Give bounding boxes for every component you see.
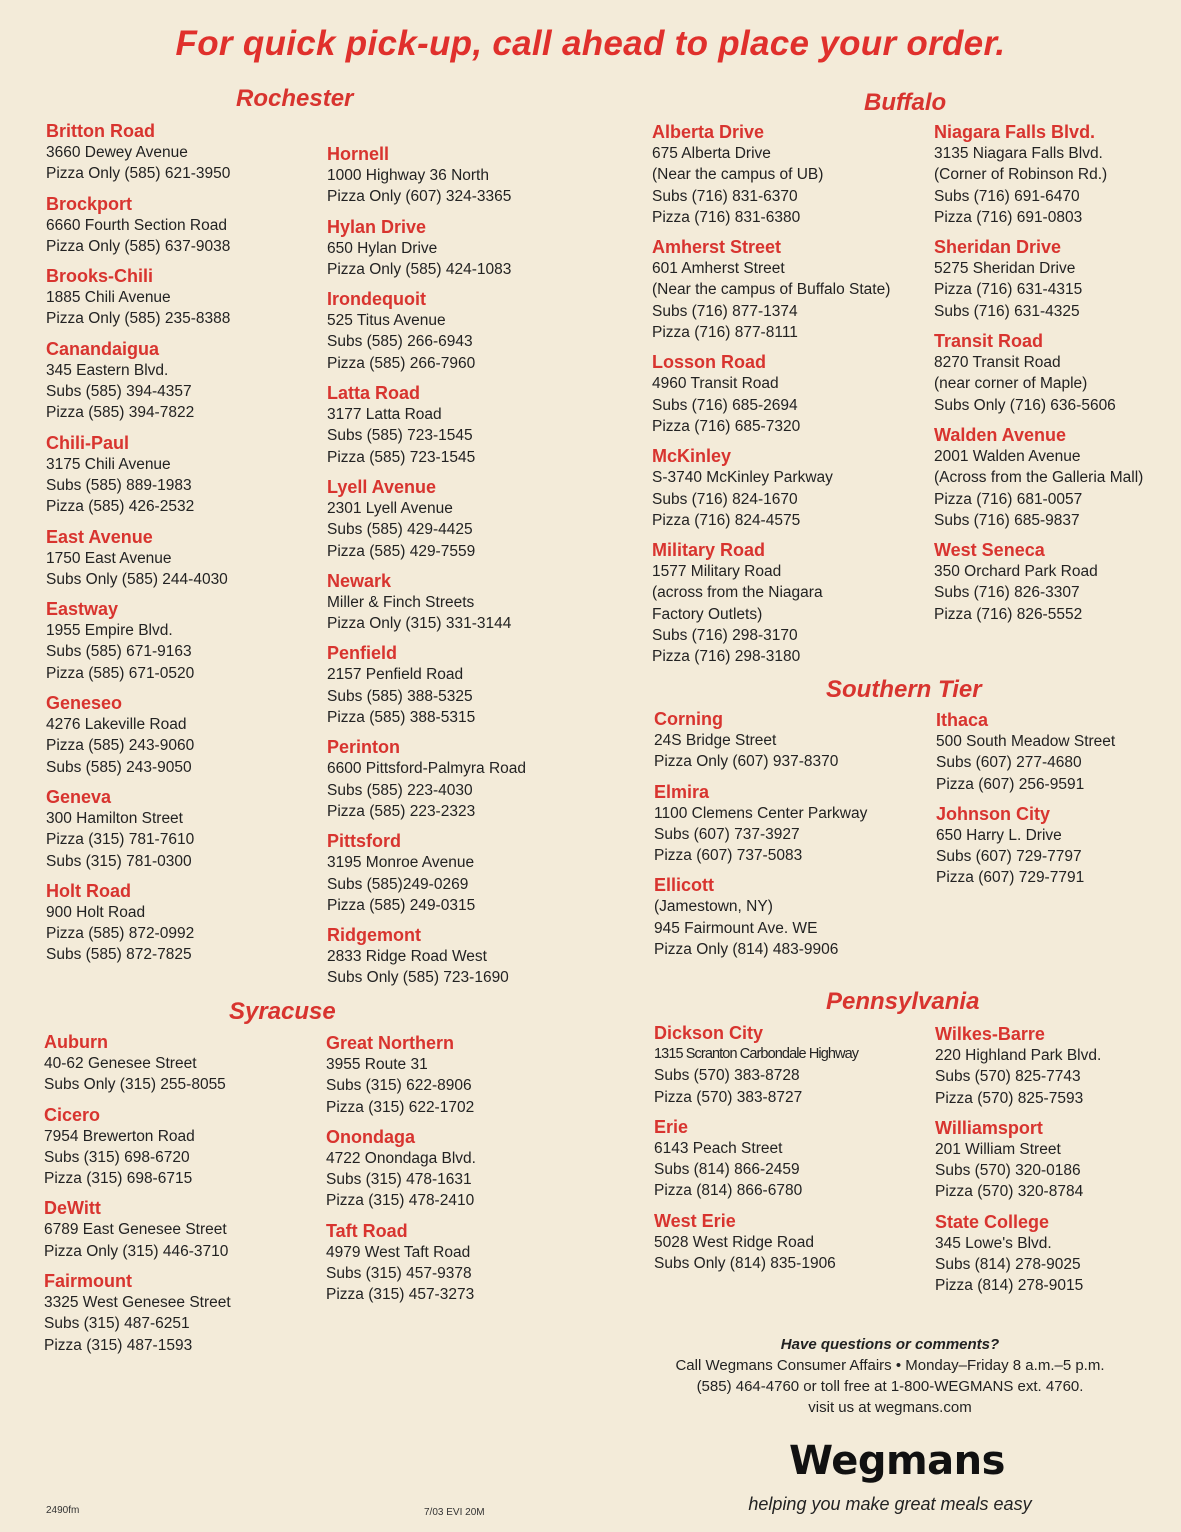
store-location	[46, 526, 230, 591]
store-detail-line: 2833 Ridge Road West	[327, 948, 487, 966]
store-detail-line: Factory Outlets)	[652, 605, 763, 623]
store-detail-line: Subs (585) 388-5325	[327, 687, 473, 705]
store-detail-line: 300 Hamilton Street	[46, 809, 183, 827]
store-detail-line: Subs (716) 685-2694	[652, 396, 798, 414]
store-name: State College	[935, 1211, 1050, 1232]
store-detail-line: (Near the campus of UB)	[652, 166, 824, 184]
store-detail-line: 350 Orchard Park Road	[934, 563, 1098, 581]
store-detail-line: 601 Amherst Street	[652, 260, 785, 278]
store-location	[327, 476, 526, 562]
pennsylvania-column-2	[935, 1023, 1101, 1305]
store-detail-line: (Jamestown, NY)	[654, 898, 773, 916]
store-location	[934, 121, 1143, 228]
store-name: Williamsport	[935, 1117, 1043, 1138]
store-detail-line: 675 Alberta Drive	[652, 145, 771, 162]
store-location	[936, 709, 1115, 795]
region-pennsylvania: Pennsylvania	[826, 988, 980, 1015]
store-detail-line: 345 Eastern Blvd.	[46, 361, 169, 379]
store-detail-line: Subs Only (814) 835-1906	[654, 1255, 836, 1273]
store-location	[327, 642, 526, 728]
store-detail-line: Pizza (607) 256-9591	[936, 775, 1085, 793]
store-detail-line: Subs (716) 691-6470	[934, 187, 1080, 205]
store-detail-line: Pizza (585) 429-7559	[327, 542, 476, 560]
store-detail-line: Pizza (585) 723-1545	[327, 448, 476, 466]
tagline: helping you make great meals easy	[748, 1494, 1032, 1514]
store-detail-line: 8270 Transit Road	[934, 354, 1061, 372]
store-name: East Avenue	[46, 526, 153, 547]
store-detail-line: Pizza (716) 826-5552	[934, 605, 1083, 623]
store-location	[327, 288, 526, 374]
region-syracuse: Syracuse	[229, 998, 336, 1025]
store-location	[654, 874, 867, 960]
store-detail-line: Pizza Only (315) 446-3710	[44, 1242, 229, 1260]
store-name: Transit Road	[934, 331, 1044, 352]
store-detail-line: 4960 Transit Road	[652, 375, 779, 393]
store-detail-line: Subs (585) 243-9050	[46, 758, 192, 776]
store-detail-line: Pizza (716) 681-0057	[934, 490, 1083, 508]
store-detail-line: Pizza Only (585) 621-3950	[46, 165, 231, 183]
store-detail-line: Subs (585) 223-4030	[327, 781, 473, 799]
store-detail-line: Pizza (315) 457-3273	[326, 1286, 475, 1304]
store-detail-line: 1577 Military Road	[652, 563, 782, 581]
rochester-column-2	[327, 143, 526, 997]
store-detail-line: Pizza (585) 872-0992	[46, 925, 195, 943]
footer-website: visit us at wegmans.com	[808, 1399, 972, 1416]
store-detail-line: Pizza Only (607) 324-3365	[327, 188, 512, 206]
store-location	[326, 1220, 476, 1306]
store-detail-line: Pizza (814) 278-9015	[935, 1277, 1084, 1295]
store-location	[654, 1210, 858, 1275]
syracuse-column-1	[44, 1031, 231, 1364]
store-name: Military Road	[652, 540, 766, 561]
store-name: Erie	[654, 1116, 689, 1137]
store-name: Latta Road	[327, 383, 421, 404]
store-detail-line: 1885 Chili Avenue	[46, 289, 171, 307]
store-name: Losson Road	[652, 352, 767, 373]
store-detail-line: Subs (585)249-0269	[327, 875, 469, 893]
store-name: Ellicott	[654, 875, 715, 896]
store-name: Perinton	[327, 737, 401, 758]
store-detail-line: 525 Titus Avenue	[327, 312, 446, 330]
store-detail-line: 40-62 Genesee Street	[44, 1055, 197, 1072]
store-name: West Seneca	[934, 540, 1045, 561]
store-location	[326, 1032, 476, 1118]
store-location	[46, 432, 230, 518]
store-detail-line: 1750 East Avenue	[46, 549, 172, 567]
store-name: Lyell Avenue	[327, 476, 437, 497]
store-detail-line: Pizza Only (585) 637-9038	[46, 237, 231, 255]
store-location	[652, 351, 890, 437]
syracuse-column-2	[326, 1032, 476, 1314]
store-detail-line: Pizza (315) 698-6715	[44, 1170, 193, 1188]
print-date-code: 7/03 EVI 20M	[424, 1507, 485, 1518]
store-detail-line: (Corner of Robinson Rd.)	[934, 166, 1108, 184]
region-buffalo: Buffalo	[864, 89, 947, 116]
southern-tier-column-1	[654, 708, 867, 968]
store-location	[46, 120, 230, 185]
store-location	[46, 880, 230, 966]
footer-line-1: Call Wegmans Consumer Affairs • Monday–Friday 8 a.m.–5 p.m.	[675, 1357, 1105, 1374]
wegmans-logo: Wegmans	[789, 1438, 1005, 1484]
store-name: Niagara Falls Blvd.	[934, 122, 1096, 142]
store-location	[44, 1197, 231, 1262]
store-detail-line: Pizza (315) 478-2410	[326, 1192, 475, 1210]
store-location	[654, 708, 867, 773]
store-name: West Erie	[654, 1210, 736, 1231]
store-location	[935, 1117, 1101, 1203]
store-detail-line: Subs (585) 394-4357	[46, 383, 192, 401]
store-name: Fairmount	[44, 1271, 132, 1292]
store-location	[934, 236, 1143, 322]
store-detail-line: 3660 Dewey Avenue	[46, 144, 188, 161]
store-location	[327, 216, 526, 281]
store-location	[46, 265, 230, 330]
store-detail-line: 1315 Scranton Carbondale Highway	[654, 1046, 859, 1062]
store-name: Pittsford	[327, 831, 401, 852]
store-location	[46, 692, 230, 778]
store-detail-line: (Near the campus of Buffalo State)	[652, 281, 891, 299]
store-name: Sheridan Drive	[934, 237, 1062, 258]
store-detail-line: Subs (570) 383-8728	[654, 1067, 800, 1085]
store-detail-line: 201 William Street	[935, 1140, 1061, 1158]
store-detail-line: Pizza (607) 737-5083	[654, 847, 803, 865]
store-name: Newark	[327, 570, 392, 591]
store-detail-line: Pizza (716) 298-3180	[652, 648, 801, 666]
contact-footer	[640, 1334, 1140, 1418]
store-name: Britton Road	[46, 121, 155, 141]
store-name: Corning	[654, 709, 723, 729]
store-detail-line: 500 South Meadow Street	[936, 733, 1116, 750]
store-detail-line: 1100 Clemens Center Parkway	[654, 804, 868, 822]
store-detail-line: Subs (315) 698-6720	[44, 1148, 190, 1166]
store-name: Dickson City	[654, 1023, 764, 1043]
store-detail-line: Subs (716) 826-3307	[934, 584, 1080, 602]
store-detail-line: Subs (716) 631-4325	[934, 302, 1080, 320]
store-name: Holt Road	[46, 880, 131, 901]
store-detail-line: 6143 Peach Street	[654, 1139, 783, 1157]
store-name: Walden Avenue	[934, 424, 1067, 445]
store-detail-line: Subs (716) 831-6370	[652, 187, 798, 205]
store-detail-line: 945 Fairmount Ave. WE	[654, 919, 818, 937]
store-detail-line: Pizza (570) 825-7593	[935, 1089, 1084, 1107]
store-detail-line: 2001 Walden Avenue	[934, 447, 1081, 465]
store-location	[44, 1270, 231, 1356]
store-location	[652, 121, 890, 228]
store-location	[654, 1116, 858, 1202]
store-detail-line: 6660 Fourth Section Road	[46, 216, 227, 234]
region-southern-tier: Southern Tier	[826, 676, 982, 703]
store-detail-line: Subs Only (585) 244-4030	[46, 570, 228, 588]
region-rochester: Rochester	[236, 85, 354, 112]
store-detail-line: Pizza (570) 383-8727	[654, 1088, 803, 1106]
store-name: Taft Road	[326, 1220, 408, 1241]
store-name: Auburn	[44, 1032, 108, 1052]
southern-tier-column-2	[936, 709, 1115, 897]
store-name: Hornell	[327, 144, 390, 164]
store-name: Cicero	[44, 1104, 101, 1125]
store-detail-line: 2301 Lyell Avenue	[327, 499, 453, 517]
store-location	[44, 1031, 231, 1096]
store-detail-line: Subs (315) 487-6251	[44, 1315, 190, 1333]
store-detail-line: Subs (814) 278-9025	[935, 1256, 1081, 1274]
store-location	[652, 539, 890, 667]
buffalo-column-2	[934, 121, 1143, 633]
store-detail-line: Pizza (585) 243-9060	[46, 737, 195, 755]
store-detail-line: 3177 Latta Road	[327, 406, 442, 424]
store-name: Amherst Street	[652, 237, 782, 258]
store-name: Eastway	[46, 599, 119, 620]
store-detail-line: Pizza (607) 729-7791	[936, 869, 1085, 887]
store-detail-line: Pizza (716) 631-4315	[934, 281, 1083, 299]
store-detail-line: (near corner of Maple)	[934, 375, 1088, 393]
store-detail-line: Subs (585) 671-9163	[46, 643, 192, 661]
store-detail-line: 4979 West Taft Road	[326, 1243, 471, 1261]
store-location	[327, 143, 526, 208]
store-detail-line: Pizza (814) 866-6780	[654, 1182, 803, 1200]
store-detail-line: Subs (585) 266-6943	[327, 333, 473, 351]
store-location	[327, 570, 526, 635]
store-detail-line: Pizza Only (814) 483-9906	[654, 941, 839, 959]
store-location	[326, 1126, 476, 1212]
store-detail-line: Pizza (716) 691-0803	[934, 208, 1083, 226]
store-location	[652, 445, 890, 531]
store-detail-line: Subs (585) 429-4425	[327, 521, 473, 539]
store-location	[935, 1211, 1101, 1297]
footer-line-2: (585) 464-4760 or toll free at 1-800-WEGMANS ext. 4760.	[696, 1378, 1084, 1395]
store-detail-line: Subs (315) 457-9378	[326, 1265, 472, 1283]
store-detail-line: Pizza Only (585) 235-8388	[46, 310, 231, 328]
store-name: Irondequoit	[327, 289, 426, 310]
store-detail-line: Pizza Only (315) 331-3144	[327, 615, 512, 633]
store-location	[46, 786, 230, 872]
store-detail-line: 3175 Chili Avenue	[46, 455, 171, 473]
store-detail-line: 5275 Sheridan Drive	[934, 260, 1076, 278]
store-detail-line: Pizza (315) 487-1593	[44, 1336, 193, 1354]
store-name: Chili-Paul	[46, 432, 130, 453]
store-detail-line: Subs (716) 824-1670	[652, 490, 798, 508]
store-detail-line: Pizza (716) 824-4575	[652, 511, 801, 529]
store-location	[934, 330, 1143, 416]
store-detail-line: 1955 Empire Blvd.	[46, 622, 173, 640]
store-detail-line: Subs (716) 877-1374	[652, 302, 798, 320]
store-detail-line: Subs (570) 320-0186	[935, 1162, 1081, 1180]
store-detail-line: Subs (585) 723-1545	[327, 427, 473, 445]
store-location	[652, 236, 890, 343]
rochester-column-1	[46, 120, 230, 974]
store-name: Hylan Drive	[327, 216, 427, 237]
store-detail-line: 4722 Onondaga Blvd.	[326, 1149, 476, 1167]
store-detail-line: Pizza (585) 394-7822	[46, 404, 195, 422]
store-name: Johnson City	[936, 803, 1051, 824]
store-detail-line: Pizza (315) 781-7610	[46, 831, 195, 849]
store-name: Canandaigua	[46, 338, 160, 359]
store-detail-line: 3955 Route 31	[326, 1056, 428, 1073]
store-detail-line: Pizza (315) 622-1702	[326, 1098, 475, 1116]
store-detail-line: 3195 Monroe Avenue	[327, 854, 475, 872]
store-name: Brockport	[46, 193, 133, 214]
store-detail-line: 220 Highland Park Blvd.	[935, 1047, 1102, 1064]
store-detail-line: Subs Only (716) 636-5606	[934, 396, 1116, 414]
store-detail-line: 2157 Penfield Road	[327, 666, 464, 684]
store-location	[44, 1104, 231, 1190]
store-detail-line: Pizza (716) 877-8111	[652, 324, 798, 342]
store-detail-line: 5028 West Ridge Road	[654, 1233, 814, 1251]
store-location	[327, 830, 526, 916]
store-detail-line: Subs Only (315) 255-8055	[44, 1076, 226, 1094]
store-name: Penfield	[327, 643, 398, 664]
store-detail-line: Pizza (716) 831-6380	[652, 208, 801, 226]
store-detail-line: Subs (607) 729-7797	[936, 848, 1082, 866]
store-detail-line: Pizza Only (607) 937-8370	[654, 753, 839, 771]
store-detail-line: Pizza (585) 671-0520	[46, 664, 195, 682]
store-detail-line: 24S Bridge Street	[654, 732, 777, 749]
store-location	[934, 424, 1143, 531]
store-detail-line: 1000 Highway 36 North	[327, 167, 489, 184]
store-detail-line: Subs (607) 277-4680	[936, 754, 1082, 772]
store-detail-line: 6600 Pittsford-Palmyra Road	[327, 760, 527, 778]
store-detail-line: Pizza (585) 249-0315	[327, 896, 476, 914]
store-detail-line: Subs (607) 737-3927	[654, 825, 800, 843]
store-name: Great Northern	[326, 1033, 455, 1053]
store-detail-line: 4276 Lakeville Road	[46, 716, 187, 734]
store-location	[46, 598, 230, 684]
store-detail-line: 345 Lowe's Blvd.	[935, 1234, 1052, 1252]
store-name: McKinley	[652, 446, 732, 467]
store-location	[654, 1022, 858, 1108]
store-location	[654, 781, 867, 867]
store-detail-line: 3325 West Genesee Street	[44, 1294, 231, 1312]
store-name: DeWitt	[44, 1198, 101, 1219]
store-detail-line: 650 Hylan Drive	[327, 239, 438, 257]
pennsylvania-column-1	[654, 1022, 858, 1282]
store-detail-line: Subs (570) 825-7743	[935, 1068, 1081, 1086]
store-detail-line: Subs Only (585) 723-1690	[327, 969, 509, 987]
store-detail-line: Subs (315) 622-8906	[326, 1077, 472, 1095]
store-detail-line: Subs (585) 872-7825	[46, 946, 192, 964]
store-detail-line: Miller & Finch Streets	[327, 593, 475, 611]
store-detail-line: Subs (716) 685-9837	[934, 511, 1080, 529]
store-location	[327, 924, 526, 989]
store-detail-line: Pizza (585) 388-5315	[327, 709, 476, 727]
store-detail-line: 900 Holt Road	[46, 903, 146, 921]
store-detail-line: Subs (315) 781-0300	[46, 852, 192, 870]
store-detail-line: (across from the Niagara	[652, 584, 823, 602]
store-detail-line: Subs (814) 866-2459	[654, 1161, 800, 1179]
store-detail-line: Pizza (570) 320-8784	[935, 1183, 1084, 1201]
store-detail-line: Subs (585) 889-1983	[46, 476, 192, 494]
store-location	[327, 382, 526, 468]
store-name: Alberta Drive	[652, 122, 765, 142]
headline: For quick pick-up, call ahead to place your order.	[175, 24, 1006, 63]
store-detail-line: Pizza (585) 266-7960	[327, 354, 476, 372]
store-name: Ithaca	[936, 710, 989, 730]
store-location	[327, 736, 526, 822]
store-location	[935, 1023, 1101, 1109]
store-detail-line: 6789 East Genesee Street	[44, 1221, 227, 1239]
store-detail-line: Subs (716) 298-3170	[652, 627, 798, 645]
store-name: Geneseo	[46, 693, 123, 714]
store-name: Brooks-Chili	[46, 266, 154, 287]
store-location	[936, 803, 1115, 889]
store-detail-line: Subs (315) 478-1631	[326, 1171, 472, 1189]
buffalo-column-1	[652, 121, 890, 676]
store-detail-line: S-3740 McKinley Parkway	[652, 469, 833, 487]
store-detail-line: Pizza Only (585) 424-1083	[327, 260, 512, 278]
store-name: Onondaga	[326, 1126, 415, 1147]
store-detail-line: 3135 Niagara Falls Blvd.	[934, 145, 1103, 162]
store-name: Ridgemont	[327, 925, 421, 946]
store-detail-line: Pizza (585) 223-2323	[327, 802, 476, 820]
print-code: 2490fm	[46, 1505, 80, 1516]
store-location	[934, 539, 1143, 625]
store-name: Geneva	[46, 786, 112, 807]
footer-question: Have questions or comments?	[780, 1336, 1000, 1353]
store-name: Wilkes-Barre	[935, 1024, 1045, 1044]
store-detail-line: (Across from the Galleria Mall)	[934, 469, 1144, 487]
store-detail-line: 7954 Brewerton Road	[44, 1127, 195, 1145]
store-location	[46, 193, 230, 258]
store-detail-line: Pizza (585) 426-2532	[46, 498, 195, 516]
store-location	[46, 338, 230, 424]
store-detail-line: 650 Harry L. Drive	[936, 826, 1062, 844]
store-detail-line: Pizza (716) 685-7320	[652, 417, 801, 435]
store-name: Elmira	[654, 781, 710, 802]
